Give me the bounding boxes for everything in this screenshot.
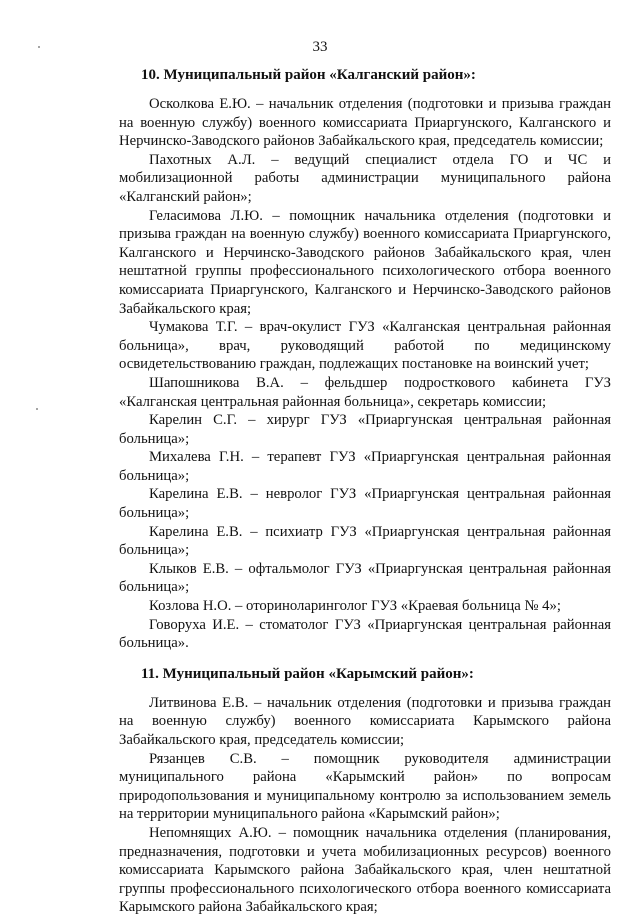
member-entry: Козлова Н.О. – оториноларинголог ГУЗ «Краевая больница № 4»; [149,598,561,615]
member-entry: Пахотных А.Л. – ведущий специалист отдела ГО и ЧС и мобилизационной работы администрации муниципального района «Калганский район»; [119,151,611,205]
member-entry: Непомнящих А.Ю. – помощник начальника отделения (планирования, предназначения, подготовки и учета мобилизационных ресурсов) военного комиссариата Карымского района Забайкальского края, член нештатной группы профессионального психологического отбора военного комиссариата Карымского района Забайкальского края; [119,824,611,916]
member-entry: Карелина Е.В. – психиатр ГУЗ «Приаргунская центральная районная больница»; [119,523,611,559]
section-heading-karymsky: 11. Муниципальный район «Карымский район»: [141,665,474,682]
member-entry: Чумакова Т.Г. – врач-окулист ГУЗ «Калганская центральная районная больница», врач, руководящий работой по медицинскому освидетельствованию граждан, подлежащих постановке на воинский учет; [119,319,611,373]
member-entry: Михалева Г.Н. – терапевт ГУЗ «Приаргунская центральная районная больница»; [119,449,611,484]
page-number: 33 [312,39,328,55]
document-body [119,66,611,917]
member-entry: Клыков Е.В. – офтальмолог ГУЗ «Приаргунская центральная районная больница»; [119,560,611,596]
member-entry: Осколкова Е.Ю. – начальник отделения (подготовки и призыва граждан на военную службу) военного комиссариата Приаргунского, Калганского и Нерчинско-Заводского районов Забайкальского края, председатель комиссии; [119,96,611,150]
member-entry: Карелин С.Г. – хирург ГУЗ «Приаргунская центральная районная больница»; [119,412,611,447]
member-entry: Литвинова Е.В. – начальник отделения (подготовки и призыва граждан на военную службу) военного комиссариата Карымского района Забайкальского края, председатель комиссии; [119,694,611,748]
member-entry: Карелина Е.В. – невролог ГУЗ «Приаргунская центральная районная больница»; [119,486,611,522]
scan-speck [38,46,40,48]
member-list-karymsky [119,694,611,917]
member-entry: Геласимова Л.Ю. – помощник начальника отделения (подготовки и призыва граждан на военную службу) военного комиссариата Приаргунского, Калганского и Нерчинско-Заводского районов Забайкальского края, член нештатной группы профессионального психологического отбора военного комиссариата Приаргунского, Калганского и Нерчинско-Заводского районов Забайкальского края; [119,207,611,317]
member-entry: Говоруха И.Е. – стоматолог ГУЗ «Приаргунская центральная районная больница». [119,616,611,652]
scan-speck [36,408,38,410]
section-heading-kalgansky: 10. Муниципальный район «Калганский район»: [141,67,476,83]
member-entry: Рязанцев С.В. – помощник руководителя администрации муниципального района «Карымский район» по вопросам природопользования и муниципальному контролю за использованием земель на территории муниципального района «Карымский район»; [119,750,611,823]
member-list-kalgansky [119,95,611,653]
member-entry: Шапошникова В.А. – фельдшер подросткового кабинета ГУЗ «Калганская центральная районная больница», секретарь комиссии; [119,374,611,410]
